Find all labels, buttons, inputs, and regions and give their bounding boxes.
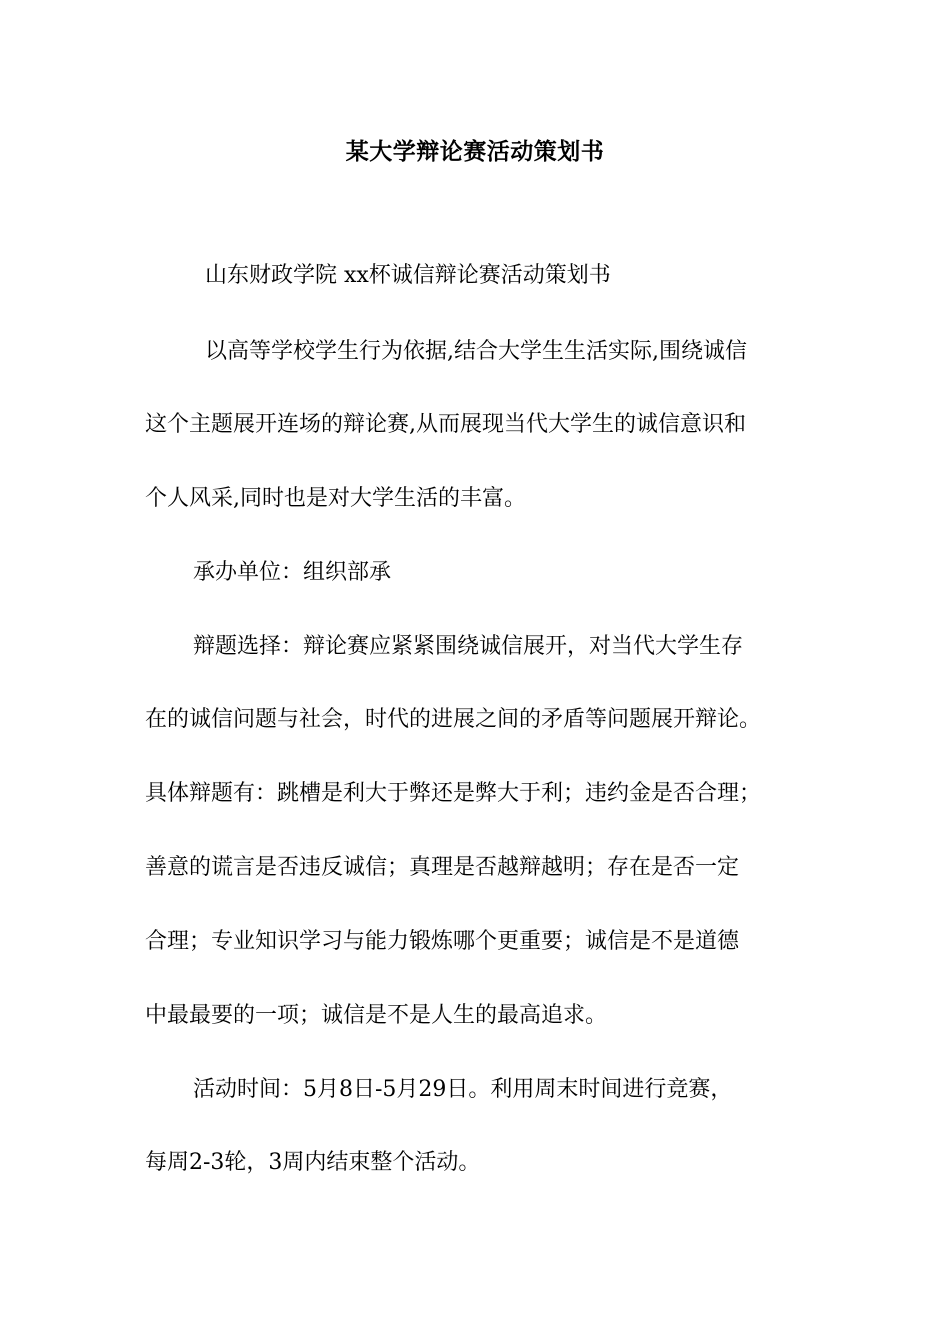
paragraph-line: 合理；专业知识学习与能力锻炼哪个更重要；诚信是不是道德 (145, 929, 740, 954)
paragraph-line: 每周2-3轮，3周内结束整个活动。 (145, 1150, 481, 1175)
paragraph-line: 在的诚信问题与社会，时代的进展之间的矛盾等问题展开辩论。 (145, 707, 762, 732)
paragraph-line: 具体辩题有：跳槽是利大于弊还是弊大于利；违约金是否合理； (145, 781, 762, 806)
paragraph-line: 以高等学校学生行为依据,结合大学生生活实际,围绕诚信 (205, 339, 747, 364)
paragraph-line: 善意的谎言是否违反诚信；真理是否越辩越明；存在是否一定 (145, 855, 740, 880)
paragraph-line: 活动时间：5月8日-5月29日。利用周末时间进行竞赛， (193, 1077, 733, 1102)
paragraph-line: 承办单位：组织部承 (193, 560, 392, 585)
paragraph-line: 中最最要的一项；诚信是不是人生的最高追求。 (145, 1003, 608, 1028)
paragraph-line: 个人风采,同时也是对大学生活的丰富。 (145, 486, 526, 511)
paragraph-line: 这个主题展开连场的辩论赛,从而展现当代大学生的诚信意识和 (145, 412, 746, 437)
paragraph-line: 辩题选择：辩论赛应紧紧围绕诚信展开，对当代大学生存 (193, 634, 744, 659)
document-title: 某大学辩论赛活动策划书 (345, 138, 605, 165)
paragraph-line-subtitle: 山东财政学院 xx杯诚信辩论赛活动策划书 (205, 263, 611, 288)
